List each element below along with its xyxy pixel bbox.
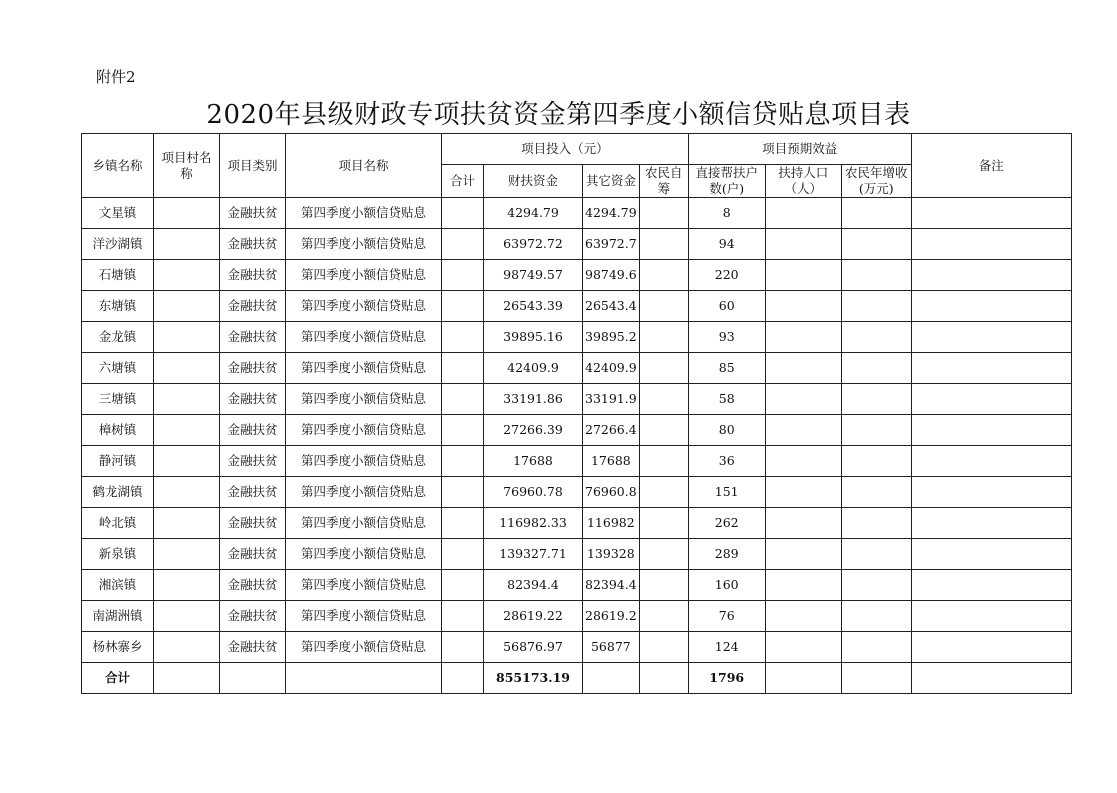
cell-households: 60: [688, 291, 765, 322]
cell-income: [841, 663, 911, 694]
cell-income: [841, 632, 911, 663]
cell-remarks: [911, 663, 1071, 694]
cell-farmer-self: [639, 632, 688, 663]
cell-category: 金融扶贫: [220, 198, 286, 229]
cell-town: 岭北镇: [82, 508, 154, 539]
cell-town: 六塘镇: [82, 353, 154, 384]
cell-farmer-self: [639, 260, 688, 291]
cell-remarks: [911, 601, 1071, 632]
cell-town: 洋沙湖镇: [82, 229, 154, 260]
cell-population: [765, 663, 841, 694]
cell-population: [765, 632, 841, 663]
cell-village: [154, 384, 220, 415]
cell-farmer-self: [639, 229, 688, 260]
cell-town: 石塘镇: [82, 260, 154, 291]
cell-population: [765, 353, 841, 384]
cell-project-name: 第四季度小额信贷贴息: [286, 291, 442, 322]
cell-farmer-self: [639, 570, 688, 601]
cell-category: 金融扶贫: [220, 260, 286, 291]
cell-category: 金融扶贫: [220, 353, 286, 384]
cell-remarks: [911, 632, 1071, 663]
cell-total: [442, 415, 484, 446]
cell-farmer-self: [639, 415, 688, 446]
cell-project-name: [286, 663, 442, 694]
cell-village: [154, 229, 220, 260]
cell-project-name: 第四季度小额信贷贴息: [286, 384, 442, 415]
cell-village: [154, 446, 220, 477]
cell-households: 124: [688, 632, 765, 663]
cell-village: [154, 508, 220, 539]
cell-category: 金融扶贫: [220, 632, 286, 663]
cell-category: 金融扶贫: [220, 384, 286, 415]
cell-fiscal: 28619.22: [484, 601, 583, 632]
cell-remarks: [911, 229, 1071, 260]
cell-category: 金融扶贫: [220, 570, 286, 601]
cell-households: 93: [688, 322, 765, 353]
cell-farmer-self: [639, 508, 688, 539]
header-population: 扶持人口（人）: [765, 165, 841, 198]
cell-project-name: 第四季度小额信贷贴息: [286, 198, 442, 229]
cell-fiscal: 139327.71: [484, 539, 583, 570]
cell-project-name: 第四季度小额信贷贴息: [286, 260, 442, 291]
cell-project-name: 第四季度小额信贷贴息: [286, 446, 442, 477]
cell-fiscal: 33191.86: [484, 384, 583, 415]
cell-total: [442, 663, 484, 694]
table-row: [82, 415, 1072, 446]
cell-category: 金融扶贫: [220, 508, 286, 539]
cell-project-name: 第四季度小额信贷贴息: [286, 229, 442, 260]
cell-population: [765, 322, 841, 353]
total-row: [82, 663, 1072, 694]
header-total: 合计: [442, 165, 484, 198]
cell-project-name: 第四季度小额信贷贴息: [286, 322, 442, 353]
cell-population: [765, 477, 841, 508]
cell-income: [841, 508, 911, 539]
header-investment-group: 项目投入（元）: [442, 134, 689, 165]
cell-other: 27266.4: [583, 415, 640, 446]
cell-remarks: [911, 384, 1071, 415]
cell-fiscal: 27266.39: [484, 415, 583, 446]
header-households: 直接帮扶户数(户): [688, 165, 765, 198]
table-row: [82, 570, 1072, 601]
cell-farmer-self: [639, 663, 688, 694]
cell-income: [841, 260, 911, 291]
cell-households: 262: [688, 508, 765, 539]
cell-population: [765, 570, 841, 601]
cell-income: [841, 322, 911, 353]
cell-total: [442, 198, 484, 229]
header-other-funds: 其它资金: [583, 165, 640, 198]
cell-village: [154, 539, 220, 570]
cell-other: 39895.2: [583, 322, 640, 353]
cell-other: 76960.8: [583, 477, 640, 508]
cell-village: [154, 570, 220, 601]
cell-town: 金龙镇: [82, 322, 154, 353]
project-table: [81, 133, 1072, 694]
cell-population: [765, 260, 841, 291]
table-row: [82, 291, 1072, 322]
cell-population: [765, 539, 841, 570]
cell-farmer-self: [639, 291, 688, 322]
header-category: 项目类别: [220, 134, 286, 198]
cell-households: 220: [688, 260, 765, 291]
cell-income: [841, 384, 911, 415]
cell-town: 静河镇: [82, 446, 154, 477]
cell-village: [154, 477, 220, 508]
page-title: 2020年县级财政专项扶贫资金第四季度小额信贷贴息项目表: [206, 100, 911, 130]
cell-farmer-self: [639, 384, 688, 415]
cell-fiscal: 17688: [484, 446, 583, 477]
cell-category: 金融扶贫: [220, 322, 286, 353]
header-project-name: 项目名称: [286, 134, 442, 198]
cell-other: 28619.2: [583, 601, 640, 632]
header-town: 乡镇名称: [82, 134, 154, 198]
cell-farmer-self: [639, 539, 688, 570]
cell-income: [841, 229, 911, 260]
cell-project-name: 第四季度小额信贷贴息: [286, 477, 442, 508]
cell-households: 151: [688, 477, 765, 508]
cell-remarks: [911, 539, 1071, 570]
cell-households: 36: [688, 446, 765, 477]
table-row: [82, 508, 1072, 539]
cell-town: 杨林寨乡: [82, 632, 154, 663]
attachment-label: 附件2: [96, 68, 136, 86]
cell-other: 56877: [583, 632, 640, 663]
cell-fiscal: 56876.97: [484, 632, 583, 663]
total-households: 1796: [688, 663, 765, 694]
cell-town: 三塘镇: [82, 384, 154, 415]
cell-households: 80: [688, 415, 765, 446]
cell-remarks: [911, 353, 1071, 384]
cell-town: 鹤龙湖镇: [82, 477, 154, 508]
table-row: [82, 353, 1072, 384]
cell-farmer-self: [639, 322, 688, 353]
cell-income: [841, 446, 911, 477]
cell-town: 湘滨镇: [82, 570, 154, 601]
cell-category: 金融扶贫: [220, 539, 286, 570]
header-income: 农民年增收(万元): [841, 165, 911, 198]
cell-total: [442, 508, 484, 539]
cell-households: 94: [688, 229, 765, 260]
cell-remarks: [911, 415, 1071, 446]
cell-town: 文星镇: [82, 198, 154, 229]
cell-income: [841, 570, 911, 601]
cell-total: [442, 229, 484, 260]
cell-total: [442, 601, 484, 632]
cell-total: [442, 353, 484, 384]
cell-total: [442, 322, 484, 353]
cell-other: 98749.6: [583, 260, 640, 291]
cell-town: 樟树镇: [82, 415, 154, 446]
cell-village: [154, 353, 220, 384]
cell-total: [442, 260, 484, 291]
table-row: [82, 384, 1072, 415]
cell-village: [154, 291, 220, 322]
cell-village: [154, 415, 220, 446]
cell-town: 南湖洲镇: [82, 601, 154, 632]
cell-farmer-self: [639, 601, 688, 632]
cell-village: [154, 322, 220, 353]
cell-population: [765, 446, 841, 477]
header-benefit-group: 项目预期效益: [688, 134, 911, 165]
cell-other: 17688: [583, 446, 640, 477]
cell-other: 82394.4: [583, 570, 640, 601]
cell-remarks: [911, 260, 1071, 291]
cell-income: [841, 198, 911, 229]
cell-population: [765, 384, 841, 415]
cell-remarks: [911, 198, 1071, 229]
cell-other: 42409.9: [583, 353, 640, 384]
total-label: 合计: [82, 663, 154, 694]
cell-category: 金融扶贫: [220, 601, 286, 632]
cell-households: 160: [688, 570, 765, 601]
table-row: [82, 446, 1072, 477]
cell-category: 金融扶贫: [220, 229, 286, 260]
table-row: [82, 601, 1072, 632]
table-row: [82, 229, 1072, 260]
cell-remarks: [911, 477, 1071, 508]
cell-fiscal: 42409.9: [484, 353, 583, 384]
cell-other: 139328: [583, 539, 640, 570]
cell-fiscal: 82394.4: [484, 570, 583, 601]
cell-total: [442, 570, 484, 601]
cell-fiscal: 63972.72: [484, 229, 583, 260]
cell-remarks: [911, 291, 1071, 322]
cell-remarks: [911, 446, 1071, 477]
cell-fiscal: 76960.78: [484, 477, 583, 508]
cell-households: 289: [688, 539, 765, 570]
cell-total: [442, 539, 484, 570]
cell-households: 85: [688, 353, 765, 384]
cell-fiscal: 98749.57: [484, 260, 583, 291]
cell-income: [841, 539, 911, 570]
cell-remarks: [911, 570, 1071, 601]
cell-population: [765, 291, 841, 322]
cell-village: [154, 601, 220, 632]
cell-fiscal: 39895.16: [484, 322, 583, 353]
cell-other: 33191.9: [583, 384, 640, 415]
cell-category: 金融扶贫: [220, 477, 286, 508]
cell-total: [442, 477, 484, 508]
cell-population: [765, 508, 841, 539]
cell-total: [442, 446, 484, 477]
cell-town: 新泉镇: [82, 539, 154, 570]
cell-category: [220, 663, 286, 694]
cell-income: [841, 601, 911, 632]
cell-project-name: 第四季度小额信贷贴息: [286, 415, 442, 446]
cell-population: [765, 415, 841, 446]
cell-town: 东塘镇: [82, 291, 154, 322]
cell-fiscal: 26543.39: [484, 291, 583, 322]
table-row: [82, 198, 1072, 229]
cell-other: 63972.7: [583, 229, 640, 260]
total-fiscal: 855173.19: [484, 663, 583, 694]
cell-population: [765, 229, 841, 260]
cell-population: [765, 601, 841, 632]
cell-project-name: 第四季度小额信贷贴息: [286, 508, 442, 539]
table-row: [82, 539, 1072, 570]
header-farmer-self: 农民自筹: [639, 165, 688, 198]
cell-village: [154, 198, 220, 229]
cell-fiscal: 116982.33: [484, 508, 583, 539]
cell-other: [583, 663, 640, 694]
cell-village: [154, 260, 220, 291]
cell-total: [442, 384, 484, 415]
cell-households: 8: [688, 198, 765, 229]
cell-other: 4294.79: [583, 198, 640, 229]
cell-other: 26543.4: [583, 291, 640, 322]
cell-population: [765, 198, 841, 229]
cell-total: [442, 291, 484, 322]
cell-village: [154, 663, 220, 694]
cell-project-name: 第四季度小额信贷贴息: [286, 353, 442, 384]
cell-income: [841, 291, 911, 322]
cell-households: 76: [688, 601, 765, 632]
cell-village: [154, 632, 220, 663]
table-row: [82, 477, 1072, 508]
cell-total: [442, 632, 484, 663]
table-row: [82, 260, 1072, 291]
cell-farmer-self: [639, 477, 688, 508]
cell-category: 金融扶贫: [220, 415, 286, 446]
cell-income: [841, 353, 911, 384]
header-remarks: 备注: [911, 134, 1071, 198]
cell-project-name: 第四季度小额信贷贴息: [286, 539, 442, 570]
table-row: [82, 632, 1072, 663]
cell-project-name: 第四季度小额信贷贴息: [286, 601, 442, 632]
cell-other: 116982: [583, 508, 640, 539]
cell-remarks: [911, 508, 1071, 539]
cell-income: [841, 477, 911, 508]
cell-category: 金融扶贫: [220, 291, 286, 322]
cell-category: 金融扶贫: [220, 446, 286, 477]
cell-farmer-self: [639, 198, 688, 229]
cell-income: [841, 415, 911, 446]
header-fiscal-funds: 财扶资金: [484, 165, 583, 198]
cell-project-name: 第四季度小额信贷贴息: [286, 632, 442, 663]
cell-fiscal: 4294.79: [484, 198, 583, 229]
header-village: 项目村名称: [154, 134, 220, 198]
cell-households: 58: [688, 384, 765, 415]
table-row: [82, 322, 1072, 353]
cell-farmer-self: [639, 446, 688, 477]
cell-project-name: 第四季度小额信贷贴息: [286, 570, 442, 601]
cell-remarks: [911, 322, 1071, 353]
cell-farmer-self: [639, 353, 688, 384]
